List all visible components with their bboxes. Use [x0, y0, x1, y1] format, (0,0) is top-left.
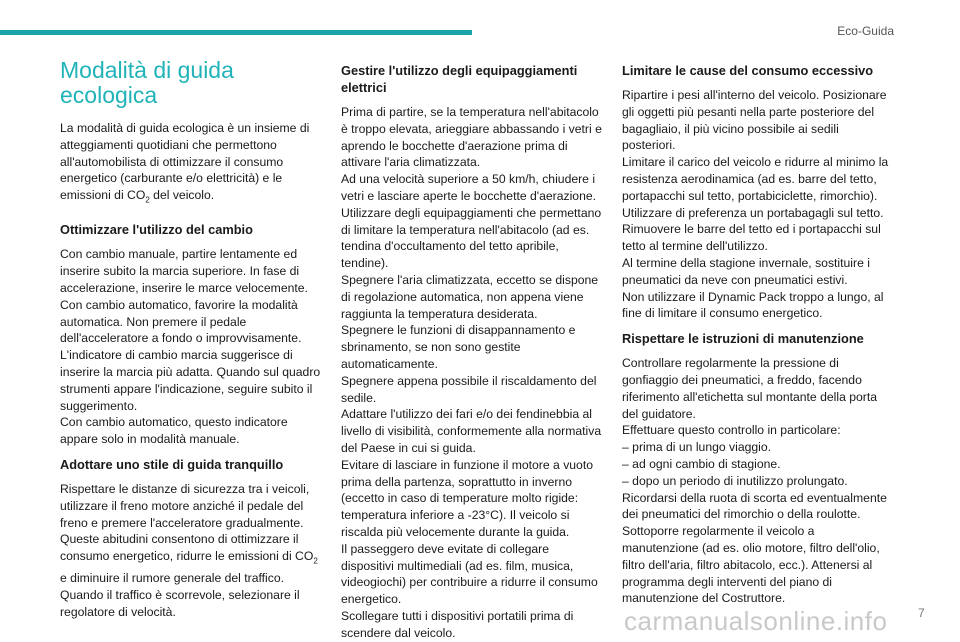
- heading-cause: Limitare le cause del consumo eccessivo: [622, 63, 874, 78]
- section-header: Eco-Guida: [837, 24, 894, 38]
- column-3: [622, 62, 890, 607]
- elettrici-paragraph: Il passeggero deve evitate di collegare dispositivi multimediali (ad es. film, musica, videogiochi) per contribuire a ridurre il consumo energetico.: [341, 541, 598, 607]
- cambio-paragraph: Con cambio manuale, partire lentamente ed inserire subito la marcia superiore. In fase di accelerazione, inserire le marce velocemente.: [60, 247, 308, 296]
- heading-elettrici: Gestire l'utilizzo degli equipaggiamenti elettrici: [341, 63, 578, 95]
- elettrici-paragraph: Evitare di lasciare in funzione il motore a vuoto prima della partenza, soprattutto in inverno (eccetto in caso di temperature molto rigide: temperatura inferiore a -23°C). Il veicolo si riscalda più velocemente durante la guida.: [341, 457, 594, 539]
- stile-paragraph: Queste abitudini consentono di ottimizzare il consumo energetico, ridurre le emissioni di $CO_2$ e diminuire il rumore generale del traffico.: [60, 532, 318, 586]
- column-1: [60, 58, 322, 626]
- elettrici-paragraph: Spegnere l'aria climatizzata, eccetto se dispone di regolazione automatica, non appena viene raggiunta la temperatura desiderata.: [341, 272, 599, 321]
- page-title: Modalità di guida ecologica: [60, 57, 234, 108]
- cambio-paragraph: Con cambio automatico, questo indicatore appare solo in modalità manuale.: [60, 415, 288, 447]
- elettrici-paragraph: Scollegare tutti i dispositivi portatili prima di scendere dal veicolo.: [341, 608, 574, 640]
- watermark: carmanualsonline.info: [624, 606, 888, 636]
- cause-paragraph: Ripartire i pesi all'interno del veicolo. Posizionare gli oggetti più pesanti nella parte posteriore del bagagliaio, il più vicino possibile ai sedili posteriori.: [622, 88, 887, 153]
- column-2: [341, 62, 603, 642]
- manutenzione-list-item: – dopo un periodo di inutilizzo prolungato.: [622, 473, 848, 488]
- cause-paragraph: Non utilizzare il Dynamic Pack troppo a lungo, al fine di limitare il consumo energetico.: [622, 289, 884, 321]
- manutenzione-list-item: – ad ogni cambio di stagione.: [622, 456, 781, 471]
- manutenzione-paragraph: Ricordarsi della ruota di scorta ed eventualmente dei pneumatici del rimorchio o della roulotte.: [622, 490, 887, 522]
- heading-stile: Adottare uno stile di guida tranquillo: [60, 456, 284, 472]
- cause-paragraph: Rimuovere le barre del tetto ed i portapacchi sul tetto al termine dell'utilizzo.: [622, 222, 881, 254]
- elettrici-paragraph: Ad una velocità superiore a 50 km/h, chiudere i vetri e lasciare aperte le bocchette d'aerazione.: [341, 172, 597, 203]
- manutenzione-list-item: – prima di un lungo viaggio.: [622, 440, 772, 455]
- intro-paragraph: La modalità di guida ecologica è un insieme di atteggiamenti quotidiani che permettono all'automobilista di ottimizzare il consumo energetico (carburante e/o elettricità) e le emissioni di $CO_2$ del veicolo.: [60, 121, 310, 205]
- elettrici-paragraph: Adattare l'utilizzo dei fari e/o dei fendinebbia al livello di visibilità, conformemente alla normativa del Paese in cui si guida.: [341, 407, 602, 455]
- header-accent-rule: [0, 30, 472, 35]
- cause-paragraph: Al termine della stagione invernale, sostituire i pneumatici da neve con pneumatici estivi.: [622, 255, 870, 287]
- cambio-paragraph: L'indicatore di cambio marcia suggerisce di inserire la marcia più adatta. Quando sul quadro strumenti appare l'indicazione, seguire subito il suggerimento.: [60, 348, 321, 413]
- manutenzione-paragraph: Sottoporre regolarmente il veicolo a manutenzione (ad es. olio motore, filtro dell'olio, filtro dell'aria, filtro abitacolo, ecc.). Attenersi al programma degli interventi del piano di manutenzione del Costruttore.: [622, 524, 880, 606]
- cause-paragraph: Limitare il carico del veicolo e ridurre al minimo la resistenza aerodinamica (ad es. barre del tetto, portapacchi sul tetto, portabiciclette, rimorchio). Utilizzare di preferenza un portabagagli sul tetto.: [622, 155, 889, 220]
- heading-manutenzione: Rispettare le istruzioni di manutenzione: [622, 331, 864, 347]
- heading-cambio: Ottimizzare l'utilizzo del cambio: [60, 222, 253, 238]
- cambio-paragraph: Con cambio automatico, favorire la modalità automatica. Non premere il pedale dell'acceleratore a fondo o improvvisamente.: [60, 297, 302, 346]
- manutenzione-paragraph: Controllare regolarmente la pressione di gonfiaggio dei pneumatici, a freddo, facendo riferimento all'etichetta sul montante della porta del guidatore.: [622, 356, 878, 421]
- manutenzione-paragraph: Effettuare questo controllo in particolare:: [622, 423, 841, 438]
- elettrici-paragraph: Utilizzare degli equipaggiamenti che permettano di limitare la temperatura nell'abitacolo (ad es. tendina d'occultamento del tetto apribile, tendine).: [341, 205, 602, 271]
- elettrici-paragraph: Spegnere le funzioni di disappannamento e sbrinamento, se non sono gestite automaticamente.: [341, 323, 576, 371]
- elettrici-paragraph: Prima di partire, se la temperatura nell'abitacolo è troppo elevata, arieggiare abbassando i vetri e aprendo le bocchette d'aerazione prima di attivare l'aria climatizzata.: [341, 105, 602, 170]
- stile-paragraph: Quando il traffico è scorrevole, selezionare il regolatore di velocità.: [60, 588, 300, 619]
- stile-paragraph: Rispettare le distanze di sicurezza tra i veicoli, utilizzare il freno motore anziché il pedale del freno e premere l'acceleratore gradualmente.: [60, 481, 310, 530]
- page-number: 7: [918, 606, 925, 620]
- elettrici-paragraph: Spegnere appena possibile il riscaldamento del sedile.: [341, 373, 597, 405]
